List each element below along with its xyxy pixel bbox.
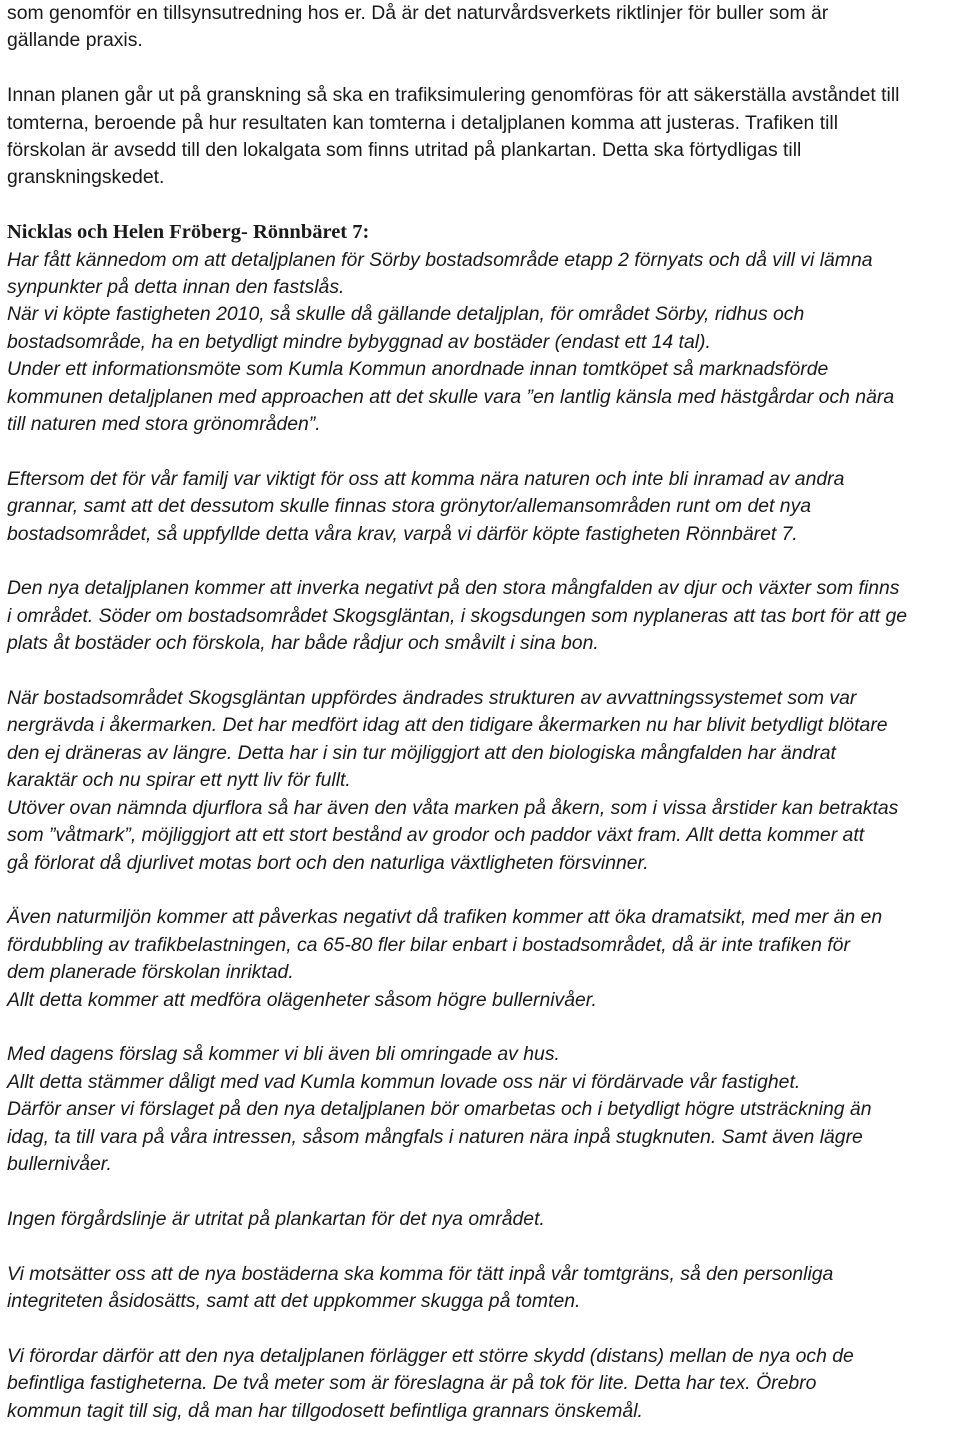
letter-paragraph-9: Vi förordar därför att den nya detaljplanen förlägger ett större skydd (distans) mellan de nya och de befintliga fastigheterna. De två meter som är föreslagna är på tok för lite. Detta har tex. Örebro kommun tagit till sig, då man har tillgodosett befintliga grannars önskemål. bbox=[7, 1344, 854, 1422]
spacer bbox=[7, 1233, 957, 1260]
spacer bbox=[7, 192, 957, 219]
intro-paragraph-1: som genomför en tillsynsutredning hos er. Då är det naturvårdsverkets riktlinjer för buller som är gällande praxis. bbox=[7, 2, 829, 52]
spacer bbox=[7, 1014, 957, 1041]
letter-paragraph-2: Eftersom det för vår familj var viktigt för oss att komma nära naturen och inte bli inramad av andra grannar, samt att det dessutom skulle finnas stora grönytor/allemansområden runt om det nya bostadsområdet, så uppfyllde detta våra krav, varpå vi därför köpte fastigheten Rönnbäret 7. bbox=[7, 467, 845, 545]
spacer bbox=[7, 1178, 957, 1205]
spacer bbox=[7, 55, 957, 82]
spacer bbox=[7, 658, 957, 685]
letter-paragraph-7: Ingen förgårdslinje är utritat på plankartan för det nya området. bbox=[7, 1207, 545, 1230]
document-page bbox=[7, 0, 957, 1425]
letter-paragraph-8: Vi motsätter oss att de nya bostäderna ska komma för tätt inpå vår tomtgräns, så den personliga integriteten åsidosätts, samt att det uppkommer skugga på tomten. bbox=[7, 1262, 834, 1312]
letter-paragraph-6: Med dagens förslag så kommer vi bli även bli omringade av hus. Allt detta stämmer dåligt med vad Kumla kommun lovade oss när vi fördärvade vår fastighet. Därför anser vi förslaget på den nya detaljplanen bör omarbetas och i betydligt högre utsträckning än idag, ta till vara på våra intressen, såsom mångfals i naturen nära inpå stugknuten. Samt även lägre bullernivåer. bbox=[7, 1043, 872, 1175]
intro-paragraph-2: Innan planen går ut på granskning så ska en trafiksimulering genomföras för att säkerställa avståndet till tomterna, beroende på hur resultaten kan tomterna i detaljplanen komma att justeras. Trafiken till förskolan är avsedd till den lokalgata som finns utritad på plankartan. Detta ska förtydligas till granskningskedet. bbox=[7, 84, 900, 189]
letter-paragraph-5: Även naturmiljön kommer att påverkas negativt då trafiken kommer att öka dramatsikt, med mer än en fördubbling av trafikbelastningen, ca 65-80 fler bilar enbart i bostadsområdet, då är inte trafiken för dem planerade förskolan inriktad. Allt detta kommer att medföra olägenheter såsom högre bullernivåer. bbox=[7, 906, 883, 1011]
letter-paragraph-3: Den nya detaljplanen kommer att inverka negativt på den stora mångfalden av djur och växter som finns i området. Söder om bostadsområdet Skogsgläntan, i skogsdungen som nyplaneras att tas bort för att ge plats åt bostäder och förskola, har både rådjur och småvilt i sina bon. bbox=[7, 577, 908, 655]
spacer bbox=[7, 877, 957, 904]
spacer bbox=[7, 548, 957, 575]
letter-paragraph-4: När bostadsområdet Skogsgläntan uppfördes ändrades strukturen av avvattningssystemet som var nergrävda i åkermarken. Det har medfört idag att den tidigare åkermarken nu har blivit betydligt blötare den ej dräneras av längre. Detta har i sin tur möjliggjort att den biologiska mångfalden har ändrat karaktär och nu spirar ett nytt liv för fullt. Utöver ovan nämnda djurflora så har även den våta marken på åkern, som i vissa årstider kan betraktas som ”våtmark”, möjliggjort att ett stort bestånd av grodor och paddor växt fram. Allt detta kommer att gå förlorat då djurlivet motas bort och den naturliga växtligheten försvinner. bbox=[7, 687, 899, 874]
spacer bbox=[7, 1315, 957, 1342]
letter-heading: Nicklas och Helen Fröberg- Rönnbäret 7: bbox=[7, 221, 370, 244]
spacer bbox=[7, 438, 957, 465]
letter-paragraph-1: Har fått kännedom om att detaljplanen för Sörby bostadsområde etapp 2 förnyats och då vill vi lämna synpunkter på detta innan den fastslås. När vi köpte fastigheten 2010, så skulle då gällande detaljplan, för området Sörby, ridhus och bostadsområde, ha en betydligt mindre bybyggnad av bostäder (endast ett 14 tal). Under ett informationsmöte som Kumla Kommun anordnade innan tomtköpet så marknadsförde kommunen detaljplanen med approachen att det skulle vara ”en lantlig känsla med hästgårdar och nära till naturen med stora grönområden”. bbox=[7, 248, 895, 436]
